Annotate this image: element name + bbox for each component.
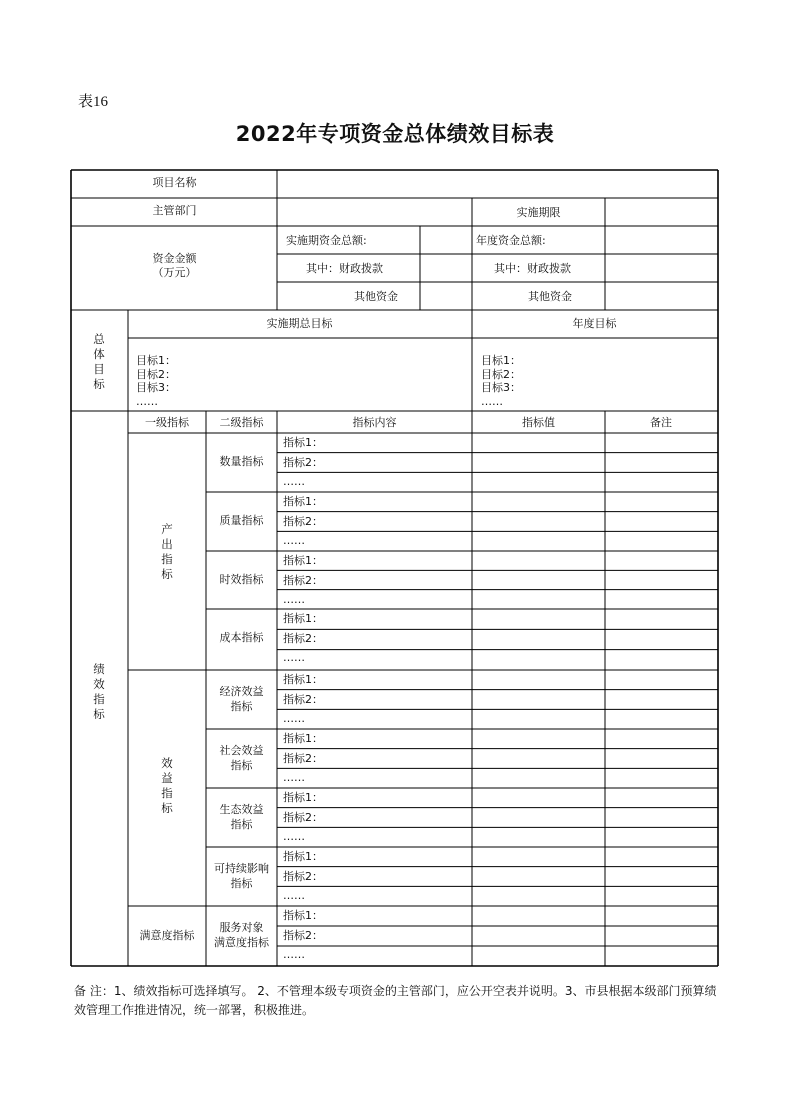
indicator-item: 指标2： xyxy=(283,751,323,765)
footnote: 备 注：1、绩效指标可选择填写。 2、不管理本级专项资金的主管部门，应公开空表并说明。3、市县根据本级部门预算绩效管理工作推进情况，统一部署，积极推进。 xyxy=(74,984,717,1017)
indicator-item: 指标1： xyxy=(283,791,323,804)
level2-label-line2: 指标 xyxy=(230,759,253,772)
level2-label-line2: 满意度指标 xyxy=(214,936,269,949)
indicator-item: …… xyxy=(283,651,305,665)
level2-label-line2: 指标 xyxy=(230,818,253,831)
indicator-item: …… xyxy=(283,771,305,785)
indicator-item: 指标2： xyxy=(283,810,323,824)
indicator-item: …… xyxy=(283,889,305,903)
impl-fiscal-label: 其中：财政拨款 xyxy=(306,262,383,275)
indicator-item: 指标2： xyxy=(283,928,323,942)
indicator-item: …… xyxy=(283,712,305,726)
year-goal-item: 目标2： xyxy=(481,367,521,381)
indicator-item: …… xyxy=(283,593,305,607)
impl-goal-item: 目标2： xyxy=(136,367,176,381)
impl-total-label: 实施期资金总额: xyxy=(286,234,367,247)
fund-unit-label: （万元） xyxy=(152,266,197,279)
indicator-item: 指标2： xyxy=(283,869,323,883)
year-goal-header: 年度目标 xyxy=(572,317,617,330)
level2-label xyxy=(206,572,277,587)
table-number: 表16 xyxy=(78,94,109,110)
level2-label-line2: 指标 xyxy=(230,877,253,890)
level2-label xyxy=(206,684,277,714)
indicator-item: 指标1： xyxy=(283,495,323,508)
indicator-item: 指标1： xyxy=(283,732,323,745)
impl-other-label: 其他资金 xyxy=(354,290,398,303)
department-label: 主管部门 xyxy=(152,204,197,217)
header-level1: 一级指标 xyxy=(145,416,189,429)
indicator-item: 指标1： xyxy=(283,850,323,863)
indicator-item: 指标1： xyxy=(283,673,323,686)
header-remark: 备注 xyxy=(650,416,672,429)
header-content: 指标内容 xyxy=(352,416,397,429)
level2-label-line1: 数量指标 xyxy=(219,455,264,468)
year-other-label: 其他资金 xyxy=(528,290,572,303)
performance-indicators-label: 绩效指标 xyxy=(93,662,105,721)
level2-label xyxy=(206,454,277,469)
header-value: 指标值 xyxy=(522,416,555,429)
indicator-item: …… xyxy=(283,948,305,962)
output-indicator-label: 产出指标 xyxy=(161,522,173,581)
level2-label-line1: 成本指标 xyxy=(219,631,264,644)
fund-amount-label: 资金金额 xyxy=(152,252,197,265)
indicator-item: …… xyxy=(283,830,305,844)
level2-label-line1: 可持续影响 xyxy=(214,862,269,875)
project-name-label: 项目名称 xyxy=(152,176,197,189)
level2-label xyxy=(206,630,277,645)
year-goal-list xyxy=(481,354,601,408)
indicator-item: 指标2： xyxy=(283,573,323,587)
header-level2: 二级指标 xyxy=(219,416,264,429)
level2-label xyxy=(206,513,277,528)
year-total-label: 年度资金总额: xyxy=(476,234,546,247)
level2-label xyxy=(206,743,277,773)
year-goal-item: 目标1： xyxy=(481,354,521,367)
impl-goal-list xyxy=(136,354,256,408)
indicator-item: …… xyxy=(283,534,305,548)
year-goal-item: 目标3： xyxy=(481,381,521,394)
impl-goal-item: …… xyxy=(136,394,158,408)
indicator-item: 指标1： xyxy=(283,554,323,567)
indicator-item: 指标1： xyxy=(283,909,323,922)
level2-label-line1: 服务对象 xyxy=(219,921,264,934)
year-goal-item: …… xyxy=(481,394,503,408)
level2-label-line1: 生态效益 xyxy=(219,803,264,816)
indicator-item: 指标1： xyxy=(283,612,323,625)
page-title: 2022年专项资金总体绩效目标表 xyxy=(235,122,555,146)
level2-label xyxy=(206,802,277,832)
level2-label-line1: 社会效益 xyxy=(219,744,264,757)
benefit-indicator-label: 效益指标 xyxy=(161,756,173,815)
period-label: 实施期限 xyxy=(516,206,561,219)
level2-label xyxy=(206,861,277,891)
overall-goal-label: 总体目标 xyxy=(93,332,105,391)
level2-label-line1: 经济效益 xyxy=(219,685,264,698)
indicator-item: 指标2： xyxy=(283,455,323,469)
year-fiscal-label: 其中：财政拨款 xyxy=(494,262,571,275)
indicator-item: 指标1： xyxy=(283,436,323,449)
indicator-item: 指标2： xyxy=(283,631,323,645)
indicator-item: 指标2： xyxy=(283,514,323,528)
satisfaction-indicator-label: 满意度指标 xyxy=(139,929,195,942)
level2-label-line1: 质量指标 xyxy=(219,514,264,527)
level2-label-line2: 指标 xyxy=(230,700,253,713)
indicator-item: …… xyxy=(283,475,305,489)
impl-goal-item: 目标1： xyxy=(136,354,176,367)
impl-goal-item: 目标3： xyxy=(136,381,176,394)
level2-label xyxy=(206,920,277,950)
indicator-item: 指标2： xyxy=(283,692,323,706)
level2-label-line1: 时效指标 xyxy=(219,573,264,586)
impl-goal-header: 实施期总目标 xyxy=(266,317,333,330)
